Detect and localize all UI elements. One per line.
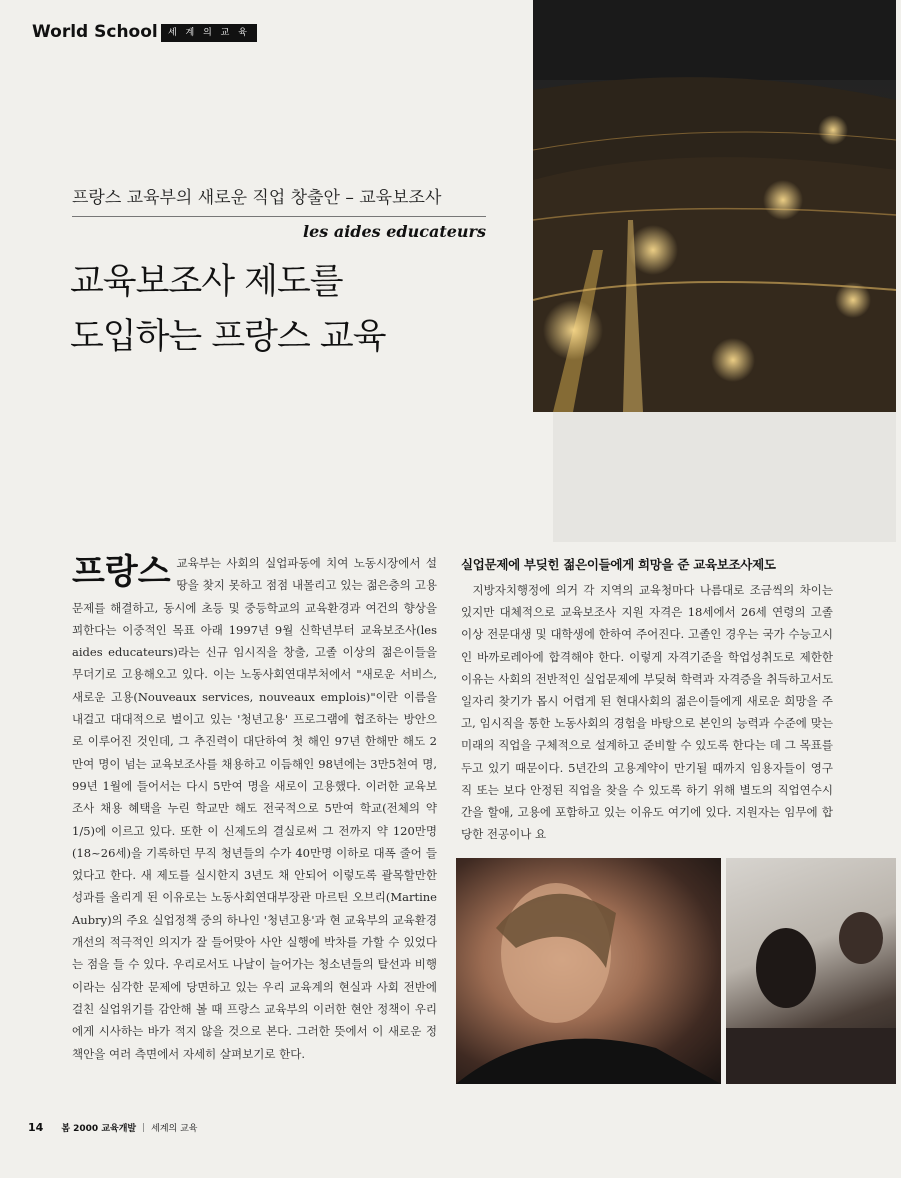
left-body-text: 교육부는 사회의 실업파동에 치여 노동시장에서 설 땅을 찾지 못하고 점점 내몰리고 있는 젊은층의 고용문제를 해결하고, 동시에 초등 및 중등학교의 교육환경과 여건의 향상을 꾀한다는 이중적인 목표 아래 1997년 9월 신학년부터 교육보조사(les aides educateurs)라는 신규 임시직을 창출, 고졸 이상의 젊은이들을 무더기로 고용해오고 있다. 이는 노동사회연대부처에서 "새로운 서비스, 새로운 고용(Nouveaux services, nouveaux emplois)"이란 이름을 내걸고 대대적으로 벌이고 있는 '청년고용' 프로그램에 협조하는 방안으로 이루어진 것인데, 그 추진력이 대단하여 첫 해인 97년 한해만 해도 2만여 명이 넘는 교육보조사를 채용하고 이듬해인 98년에는 3만5천여 명, 99년 1월에 들어서는 다시 5만여 명을 새로이 고용했다. 이러한 교육보조사 채용 혜택을 누린 학교만 해도 전국적으로 5만여 학교(전체의 약1/5)에 이르고 있다. 또한 이 신제도의 결실로써 그 전까지 약 120만명(18~26세)을 기록하던 무직 청년들의 수가 40만명 이하로 대폭 줄어 들었다고 한다. 새 제도를 실시한지 3년도 채 안되어 이렇도록 괄목할만한 성과를 올리게 된 이유로는 노동사회연대부장관 마르틴 오브리(Martine Aubry)의 주요 실업정책 중의 하나인 '청년고용'과 현 교육부의 교육환경개선의 적극적인 의지가 잘 들어맞아 사안 실행에 박차를 가할 수 있었다는 점을 들 수 있다. 우리로서도 나날이 늘어가는 청소년들의 탈선과 비행이라는 심각한 문제에 당면하고 있는 우리 교육계의 현실과 사회 전반에 걸친 실업위기를 감안해 볼 때 프랑스 교육부의 이러한 현안 정책이 우리에게 시사하는 바가 적지 않을 것으로 본다. 그러한 뜻에서 이 새로운 정책안을 여러 측면에서 자세히 살펴보기로 한다. [72, 556, 437, 1061]
drop-cap: 프랑스 [72, 552, 171, 592]
article-subtitle-french: les aides educateurs [303, 222, 486, 241]
portrait-graphic [456, 858, 721, 1084]
young-woman-photo [456, 858, 721, 1084]
article-subtitle: 프랑스 교육부의 새로운 직업 창출안 – 교육보조사 [72, 183, 486, 217]
footer-section: 세계의 교육 [151, 1124, 198, 1134]
night-city-photo [533, 0, 896, 412]
section-tag: 세 계 의 교 육 [161, 24, 257, 42]
city-lights-graphic [533, 0, 896, 412]
page-number: 14 [28, 1121, 44, 1134]
right-body-text: 지방자치행정에 의거 각 지역의 교육청마다 나름대로 조금씩의 차이는 있지만 대체적으로 교육보조사 지원 자격은 18세에서 26세 연령의 고졸 이상 전문대생 및 대학생에 한하여 주어진다. 고졸인 경우는 국가 수능고시인 바까로레아에 합격해야 한다. 이렇게 자격기준을 학업성취도로 제한한 이유는 사회의 전반적인 실업문제에 부딪혀 학력과 자격증을 취득하고서도 일자리 찾기가 몹시 어렵게 된 현대사회의 젊은이들에게 새로운 희망을 주고, 임시직을 통한 노동사회의 경험을 바탕으로 본인의 능력과 수준에 맞는 미래의 직업을 구체적으로 설계하고 준비할 수 있도록 한다는 데 그 목표를 두고 있기 때문이다. 5년간의 고용계약이 만기될 때까지 임용자들이 영구직 또는 보다 안정된 직업을 찾을 수 있도록 하기 위해 별도의 직업연수시간을 할애, 고용에 포함하고 있는 이유도 여기에 있다. 지원자는 임무에 합당한 전공이나 요 [461, 583, 833, 842]
footer-divider: | [142, 1122, 146, 1133]
section-heading: 실업문제에 부딪힌 젊은이들에게 희망을 준 교육보조사제도 [461, 557, 776, 572]
section-title: World School [32, 22, 158, 42]
magazine-name: 봄 2000 교육개발 [61, 1124, 137, 1134]
left-column [72, 552, 437, 1065]
classroom-graphic [726, 858, 896, 1084]
title-line-1: 교육보조사 제도를 [70, 262, 343, 302]
right-column [461, 555, 833, 845]
classroom-photo [726, 858, 896, 1084]
page-footer [28, 1121, 198, 1134]
title-line-2: 도입하는 프랑스 교육 [70, 317, 386, 357]
article-title [70, 255, 530, 365]
photo-shadow-box [553, 412, 896, 542]
